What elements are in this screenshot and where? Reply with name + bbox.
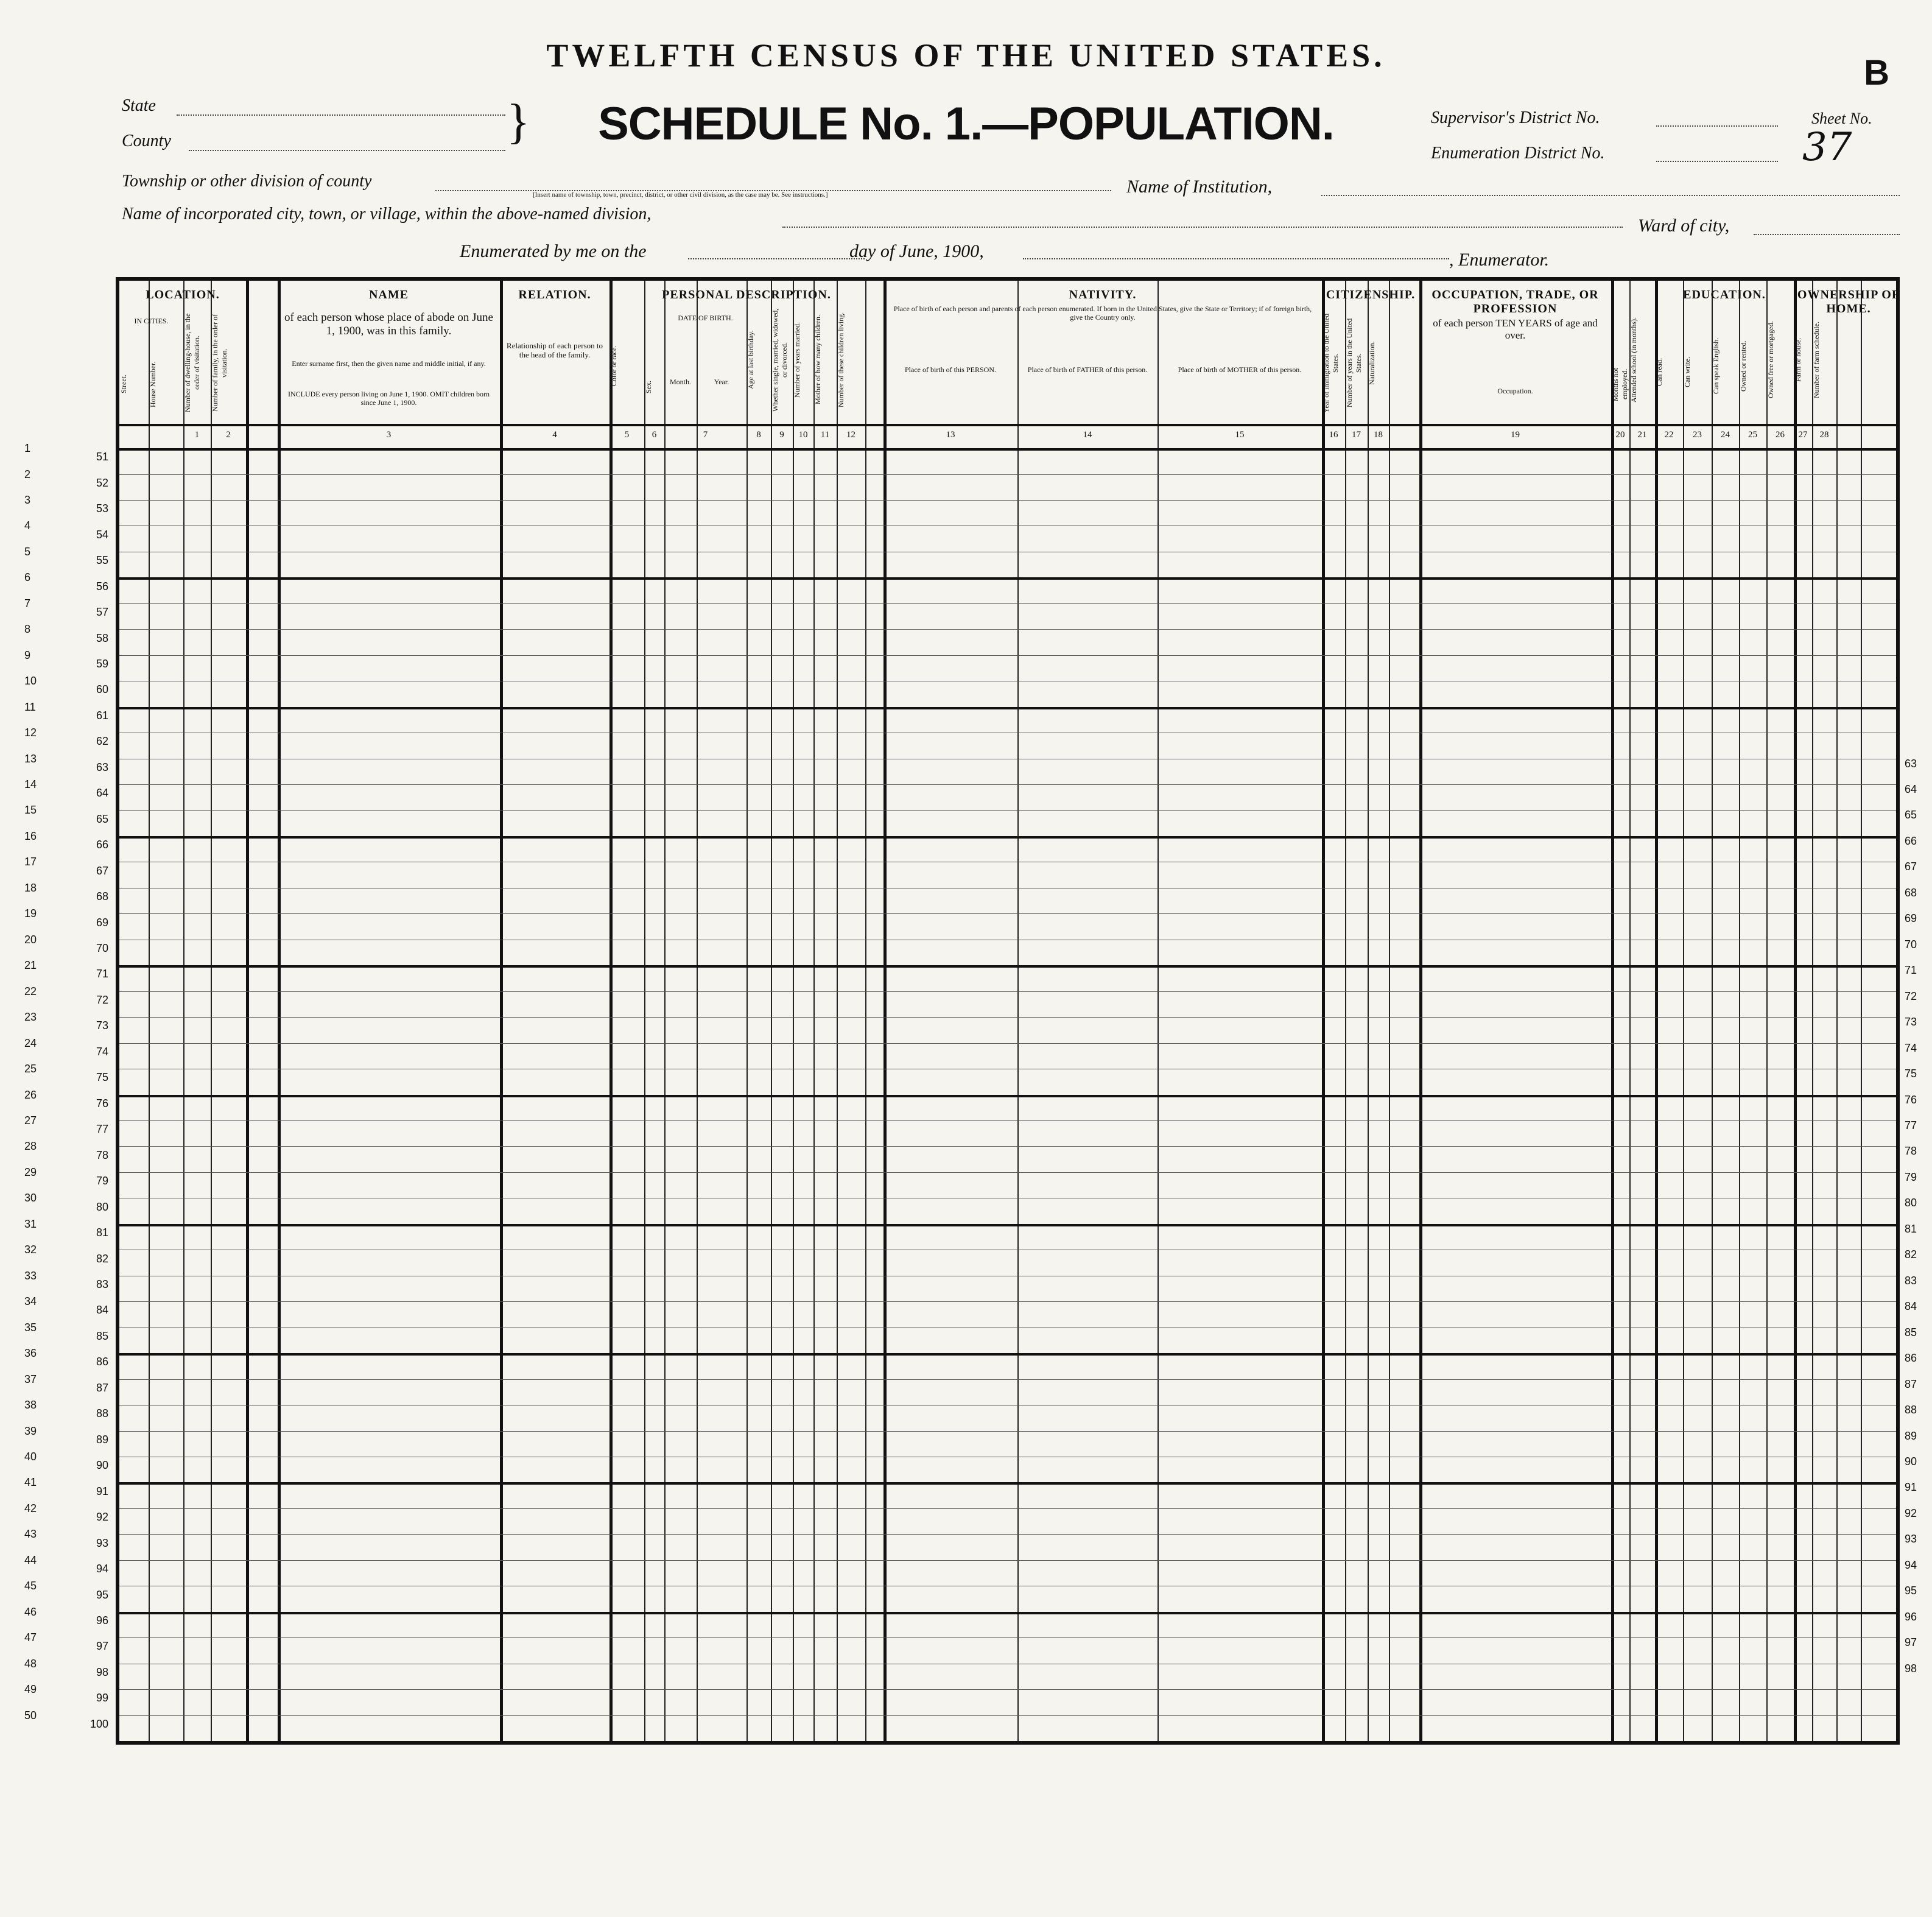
owned-free-header: Owned free or mortgaged.	[1766, 321, 1775, 399]
row-number: 89	[96, 1433, 108, 1446]
group-relation: RELATION.	[518, 288, 591, 301]
table-row-line	[119, 1353, 1896, 1356]
left-margin-number: 26	[24, 1088, 37, 1101]
table-row-line	[119, 1146, 1896, 1147]
left-margin-number: 34	[24, 1295, 37, 1308]
left-margin-number: 17	[24, 856, 37, 868]
row-number: 51	[96, 451, 108, 463]
row-number: 66	[96, 839, 108, 851]
ward-label: Ward of city,	[1638, 216, 1730, 236]
city-label: Name of incorporated city, town, or village, within the above-named division,	[122, 205, 652, 223]
left-margin-number: 48	[24, 1657, 37, 1670]
row-number: 74	[96, 1045, 108, 1058]
column-number: 15	[1235, 430, 1245, 440]
row-number: 75	[96, 1071, 108, 1084]
supervisor-label: Supervisor's District No.	[1431, 108, 1600, 127]
naturalization-header: Naturalization.	[1368, 341, 1376, 385]
column-number: 3	[386, 430, 392, 440]
enumeration-label: Enumeration District No.	[1431, 144, 1605, 163]
right-margin-number: 80	[1905, 1197, 1917, 1209]
brace-left: }	[507, 95, 530, 149]
can-read-header: Can read.	[1655, 358, 1663, 386]
row-number: 93	[96, 1536, 108, 1549]
pob-father-header: Place of birth of FATHER of this person.	[1027, 365, 1148, 374]
column-number: 18	[1374, 430, 1383, 440]
group-location: LOCATION.	[146, 288, 220, 301]
row-number: 85	[96, 1329, 108, 1342]
pob-mother-header: Place of birth of MOTHER of this person.	[1178, 365, 1302, 374]
left-margin-number: 40	[24, 1450, 37, 1463]
city-field[interactable]	[782, 227, 1623, 228]
table-row-line	[119, 1534, 1896, 1535]
schedule-title: SCHEDULE No. 1.—POPULATION.	[598, 98, 1334, 150]
left-margin-number: 1	[24, 442, 31, 454]
left-margin-number: 5	[24, 545, 31, 558]
right-margin-number: 96	[1905, 1610, 1917, 1623]
row-number: 69	[96, 916, 108, 929]
right-margin-number: 97	[1905, 1636, 1917, 1649]
right-margin-number: 87	[1905, 1377, 1917, 1390]
children-living-header: Number of these children living.	[837, 312, 845, 408]
row-number: 55	[96, 554, 108, 567]
row-number: 79	[96, 1175, 108, 1187]
left-margin-number: 41	[24, 1476, 37, 1489]
occupation-header: Occupation.	[1497, 387, 1533, 395]
column-number: 2	[226, 430, 231, 440]
column-number: 12	[846, 430, 855, 440]
left-margin-number: 38	[24, 1399, 37, 1411]
column-number: 8	[756, 430, 761, 440]
left-margin-number: 43	[24, 1528, 37, 1541]
month-header: Month.	[669, 378, 691, 386]
marital-header: Whether single, married, widowed, or divorced.	[771, 308, 789, 412]
table-row-line	[119, 1017, 1896, 1018]
row-number: 87	[96, 1381, 108, 1394]
table-row-line	[119, 655, 1896, 656]
column-number: 17	[1352, 430, 1361, 440]
right-margin-number: 85	[1905, 1326, 1917, 1338]
group-citizenship: CITIZENSHIP.	[1326, 288, 1416, 301]
table-row-line	[119, 1715, 1896, 1716]
state-label: State	[122, 96, 156, 115]
right-margin-number: 74	[1905, 1041, 1917, 1054]
table-row-line	[119, 1612, 1896, 1614]
left-margin-number: 15	[24, 804, 37, 817]
row-number: 64	[96, 787, 108, 800]
row-number: 97	[96, 1640, 108, 1653]
column-number: 20	[1615, 430, 1625, 440]
row-number: 95	[96, 1588, 108, 1601]
table-row-line	[119, 836, 1896, 839]
relation-description: Relationship of each person to the head of the family.	[506, 341, 603, 359]
enumerated-label: Enumerated by me on the	[460, 241, 647, 261]
column-number: 27	[1798, 430, 1808, 440]
population-table	[116, 277, 1900, 1745]
left-margin-number: 2	[24, 468, 31, 480]
table-row-line	[119, 577, 1896, 580]
group-occupation: OCCUPATION, TRADE, OR PROFESSION	[1431, 288, 1599, 315]
row-number: 67	[96, 864, 108, 877]
left-margin-number: 7	[24, 597, 31, 610]
column-number: 5	[624, 430, 630, 440]
table-row-line	[119, 1637, 1896, 1638]
row-number: 62	[96, 735, 108, 748]
owned-rented-header: Owned or rented.	[1739, 340, 1748, 392]
column-number: 26	[1776, 430, 1785, 440]
table-row-line	[119, 1043, 1896, 1044]
left-margin-number: 37	[24, 1373, 37, 1385]
immigration-header: Year of immigration to the United States.	[1322, 313, 1340, 413]
left-margin-number: 14	[24, 778, 37, 790]
row-number: 91	[96, 1485, 108, 1497]
right-margin-number: 93	[1905, 1533, 1917, 1546]
table-row-line	[119, 474, 1896, 475]
state-field[interactable]	[177, 114, 505, 116]
nativity-description: Place of birth of each person and parents of each person enumerated. If born in the United States, give the State or Territory; if of foreign birth, give the Country only.	[893, 304, 1312, 322]
table-row-line	[119, 1172, 1896, 1173]
ward-field[interactable]	[1754, 234, 1900, 235]
left-margin-number: 46	[24, 1605, 37, 1618]
table-row-line	[119, 1301, 1896, 1302]
group-name: NAME	[368, 288, 409, 301]
group-nativity: NATIVITY.	[1069, 288, 1137, 301]
enumeration-field[interactable]	[1656, 161, 1778, 162]
column-number: 21	[1637, 430, 1647, 440]
column-number: 22	[1664, 430, 1674, 440]
can-speak-header: Can speak English.	[1712, 337, 1720, 395]
years-us-header: Number of years in the United States.	[1345, 318, 1363, 408]
farm-schedule-header: Number of farm schedule.	[1812, 322, 1821, 398]
column-number: 6	[652, 430, 657, 440]
sex-header: Sex.	[644, 381, 653, 394]
right-margin-number: 86	[1905, 1352, 1917, 1365]
census-title: TWELFTH CENSUS OF THE UNITED STATES.	[546, 37, 1386, 74]
years-married-header: Number of years married.	[793, 322, 801, 398]
table-row-line	[119, 1224, 1896, 1226]
left-margin-number: 8	[24, 623, 31, 636]
table-row-line	[119, 1689, 1896, 1690]
row-number: 84	[96, 1304, 108, 1317]
right-margin-number: 76	[1905, 1093, 1917, 1106]
table-row-line	[119, 1095, 1896, 1097]
column-number: 1	[194, 430, 200, 440]
color-header: Color or race.	[609, 345, 618, 387]
left-margin-number: 25	[24, 1063, 37, 1075]
enumerated-day-field[interactable]	[688, 258, 865, 259]
table-row-line	[119, 603, 1896, 604]
right-margin-number: 94	[1905, 1558, 1917, 1571]
row-number: 72	[96, 993, 108, 1006]
right-margin-number: 68	[1905, 886, 1917, 899]
right-margin-number: 71	[1905, 964, 1917, 977]
house-number-header: House Number.	[149, 361, 157, 407]
row-number: 54	[96, 528, 108, 541]
right-margin-number: 75	[1905, 1068, 1917, 1080]
occupation-description: of each person TEN YEARS of age and over.	[1433, 317, 1598, 341]
left-margin-number: 24	[24, 1036, 37, 1049]
left-margin-number: 39	[24, 1424, 37, 1437]
year-header: Year.	[714, 378, 729, 386]
row-number: 56	[96, 580, 108, 593]
dob-header: DATE OF BIRTH.	[678, 314, 733, 322]
row-number: 92	[96, 1511, 108, 1524]
attended-school-header: Attended school (in months).	[1629, 317, 1638, 403]
mother-of-header: Mother of how many children.	[813, 315, 822, 405]
farm-house-header: Farm or house.	[1794, 337, 1802, 382]
column-number: 11	[820, 430, 830, 440]
table-row-line	[119, 500, 1896, 501]
row-number: 90	[96, 1459, 108, 1472]
table-row-line	[119, 1120, 1896, 1121]
row-number: 76	[96, 1097, 108, 1110]
left-margin-number: 18	[24, 881, 37, 894]
in-cities-label: IN CITIES.	[134, 317, 169, 325]
left-margin-number: 50	[24, 1709, 37, 1722]
row-number: 98	[96, 1666, 108, 1678]
left-margin-number: 16	[24, 829, 37, 842]
left-margin-number: 6	[24, 571, 31, 584]
left-margin-number: 32	[24, 1243, 37, 1256]
left-margin-number: 9	[24, 649, 31, 661]
left-margin-number: 27	[24, 1114, 37, 1127]
right-margin-number: 95	[1905, 1585, 1917, 1597]
group-ownership: OWNERSHIP OF HOME.	[1797, 288, 1900, 315]
column-number: 16	[1329, 430, 1338, 440]
right-margin-number: 64	[1905, 783, 1917, 795]
left-margin-number: 28	[24, 1140, 37, 1153]
group-education: EDUCATION.	[1683, 288, 1766, 301]
table-row-line	[119, 810, 1896, 811]
enumerator-label: , Enumerator.	[1449, 250, 1550, 270]
pob-person-header: Place of birth of this PERSON.	[905, 365, 996, 374]
age-header: Age at last birthday.	[746, 330, 755, 390]
right-margin-number: 69	[1905, 912, 1917, 925]
left-margin-number: 30	[24, 1192, 37, 1205]
left-margin-number: 29	[24, 1166, 37, 1178]
row-number: 63	[96, 761, 108, 773]
right-margin-number: 84	[1905, 1300, 1917, 1313]
table-row-line	[119, 629, 1896, 630]
table-row-line	[119, 784, 1896, 785]
table-row-line	[119, 965, 1896, 968]
row-number: 58	[96, 631, 108, 644]
left-margin-number: 49	[24, 1683, 37, 1696]
right-margin-number: 65	[1905, 809, 1917, 821]
column-number: 10	[798, 430, 808, 440]
table-row-line	[119, 1508, 1896, 1509]
left-margin-number: 47	[24, 1631, 37, 1644]
form-letter: B	[1864, 53, 1889, 93]
row-number: 78	[96, 1148, 108, 1161]
township-label: Township or other division of county	[122, 172, 372, 191]
row-number: 71	[96, 968, 108, 980]
row-number: 88	[96, 1407, 108, 1420]
left-margin-number: 11	[24, 700, 36, 713]
right-margin-number: 82	[1905, 1248, 1917, 1261]
right-margin-number: 78	[1905, 1145, 1917, 1158]
row-number: 82	[96, 1252, 108, 1265]
county-field[interactable]	[189, 150, 505, 151]
row-number: 86	[96, 1356, 108, 1368]
row-number: 60	[96, 683, 108, 696]
right-margin-number: 72	[1905, 990, 1917, 1002]
left-margin-number: 21	[24, 959, 37, 972]
column-number: 19	[1511, 430, 1520, 440]
left-margin-number: 19	[24, 907, 37, 920]
left-margin-number: 44	[24, 1553, 37, 1566]
right-margin-number: 83	[1905, 1274, 1917, 1287]
right-margin-number: 77	[1905, 1119, 1917, 1131]
left-margin-number: 12	[24, 726, 37, 739]
street-header: Street.	[119, 375, 128, 394]
supervisor-field[interactable]	[1656, 125, 1778, 127]
left-margin-number: 33	[24, 1269, 37, 1282]
left-margin-number: 35	[24, 1321, 37, 1334]
column-number: 28	[1819, 430, 1829, 440]
row-number: 57	[96, 606, 108, 618]
right-margin-number: 73	[1905, 1016, 1917, 1029]
table-row-line	[119, 1431, 1896, 1432]
group-personal: PERSONAL DESCRIPTION.	[662, 288, 831, 301]
county-label: County	[122, 132, 171, 150]
row-number: 59	[96, 657, 108, 670]
right-margin-number: 66	[1905, 834, 1917, 847]
right-margin-number: 79	[1905, 1170, 1917, 1183]
row-number: 61	[96, 709, 108, 722]
name-note-include: INCLUDE every person living on June 1, 1900. OMIT children born since June 1, 1900.	[287, 390, 490, 407]
family-header: Number of family, in the order of visitation.	[211, 314, 228, 412]
left-margin-number: 3	[24, 493, 31, 506]
column-number-divider	[119, 448, 1896, 451]
day-label: day of June, 1900,	[849, 241, 984, 261]
row-number: 70	[96, 942, 108, 954]
right-margin-number: 98	[1905, 1662, 1917, 1675]
months-not-employed-header: Months not employed.	[1611, 367, 1629, 401]
institution-field[interactable]	[1321, 195, 1900, 196]
table-row-line	[119, 991, 1896, 992]
can-write-header: Can write.	[1683, 357, 1691, 387]
table-row-line	[119, 1560, 1896, 1561]
row-number: 94	[96, 1563, 108, 1575]
row-number: 73	[96, 1019, 108, 1032]
left-margin-number: 42	[24, 1502, 37, 1514]
right-margin-number: 88	[1905, 1404, 1917, 1416]
right-margin-number: 67	[1905, 860, 1917, 873]
name-description: of each person whose place of abode on June 1, 1900, was in this family.	[284, 311, 493, 337]
enumerator-field[interactable]	[1023, 258, 1449, 259]
left-margin-number: 4	[24, 519, 31, 532]
row-number: 53	[96, 502, 108, 515]
column-number: 25	[1748, 430, 1757, 440]
column-number: 13	[946, 430, 955, 440]
row-number: 68	[96, 890, 108, 903]
table-row-line	[119, 1379, 1896, 1380]
sheet-number: 37	[1802, 125, 1852, 170]
column-number: 4	[552, 430, 557, 440]
column-number: 24	[1721, 430, 1730, 440]
row-number: 100	[90, 1717, 108, 1730]
left-margin-number: 20	[24, 933, 37, 946]
column-number: 7	[703, 430, 708, 440]
row-number: 80	[96, 1200, 108, 1213]
row-number: 96	[96, 1614, 108, 1627]
right-margin-number: 90	[1905, 1455, 1917, 1468]
right-margin-number: 92	[1905, 1507, 1917, 1519]
left-margin-number: 31	[24, 1217, 37, 1230]
sheet-label: Sheet No.	[1811, 110, 1872, 127]
dwelling-header: Number of dwelling-house, in the order of visitation.	[183, 313, 201, 413]
column-number: 9	[779, 430, 784, 440]
row-number: 77	[96, 1123, 108, 1136]
township-note: [Insert name of township, town, precinct, district, or other civil division, as the case may be. See instructions.]	[533, 191, 828, 199]
column-number: 14	[1083, 430, 1092, 440]
row-number: 81	[96, 1226, 108, 1239]
right-margin-number: 89	[1905, 1429, 1917, 1442]
left-margin-number: 22	[24, 985, 37, 997]
row-number: 99	[96, 1692, 108, 1704]
left-margin-number: 10	[24, 675, 37, 688]
header-divider	[119, 424, 1896, 426]
table-row-line	[119, 1482, 1896, 1485]
name-note-surname: Enter surname first, then the given name and middle initial, if any.	[292, 359, 486, 368]
row-number: 83	[96, 1278, 108, 1290]
right-margin-number: 70	[1905, 938, 1917, 951]
left-margin-number: 36	[24, 1347, 37, 1360]
left-margin-number: 13	[24, 752, 37, 765]
column-number: 23	[1693, 430, 1702, 440]
table-row-line	[119, 707, 1896, 709]
table-row-line	[119, 913, 1896, 914]
left-margin-number: 23	[24, 1011, 37, 1024]
left-margin-number: 45	[24, 1580, 37, 1592]
institution-label: Name of Institution,	[1126, 177, 1273, 197]
right-margin-number: 91	[1905, 1481, 1917, 1494]
row-number: 65	[96, 812, 108, 825]
right-margin-number: 63	[1905, 757, 1917, 770]
row-number: 52	[96, 476, 108, 489]
right-margin-number: 81	[1905, 1222, 1917, 1235]
